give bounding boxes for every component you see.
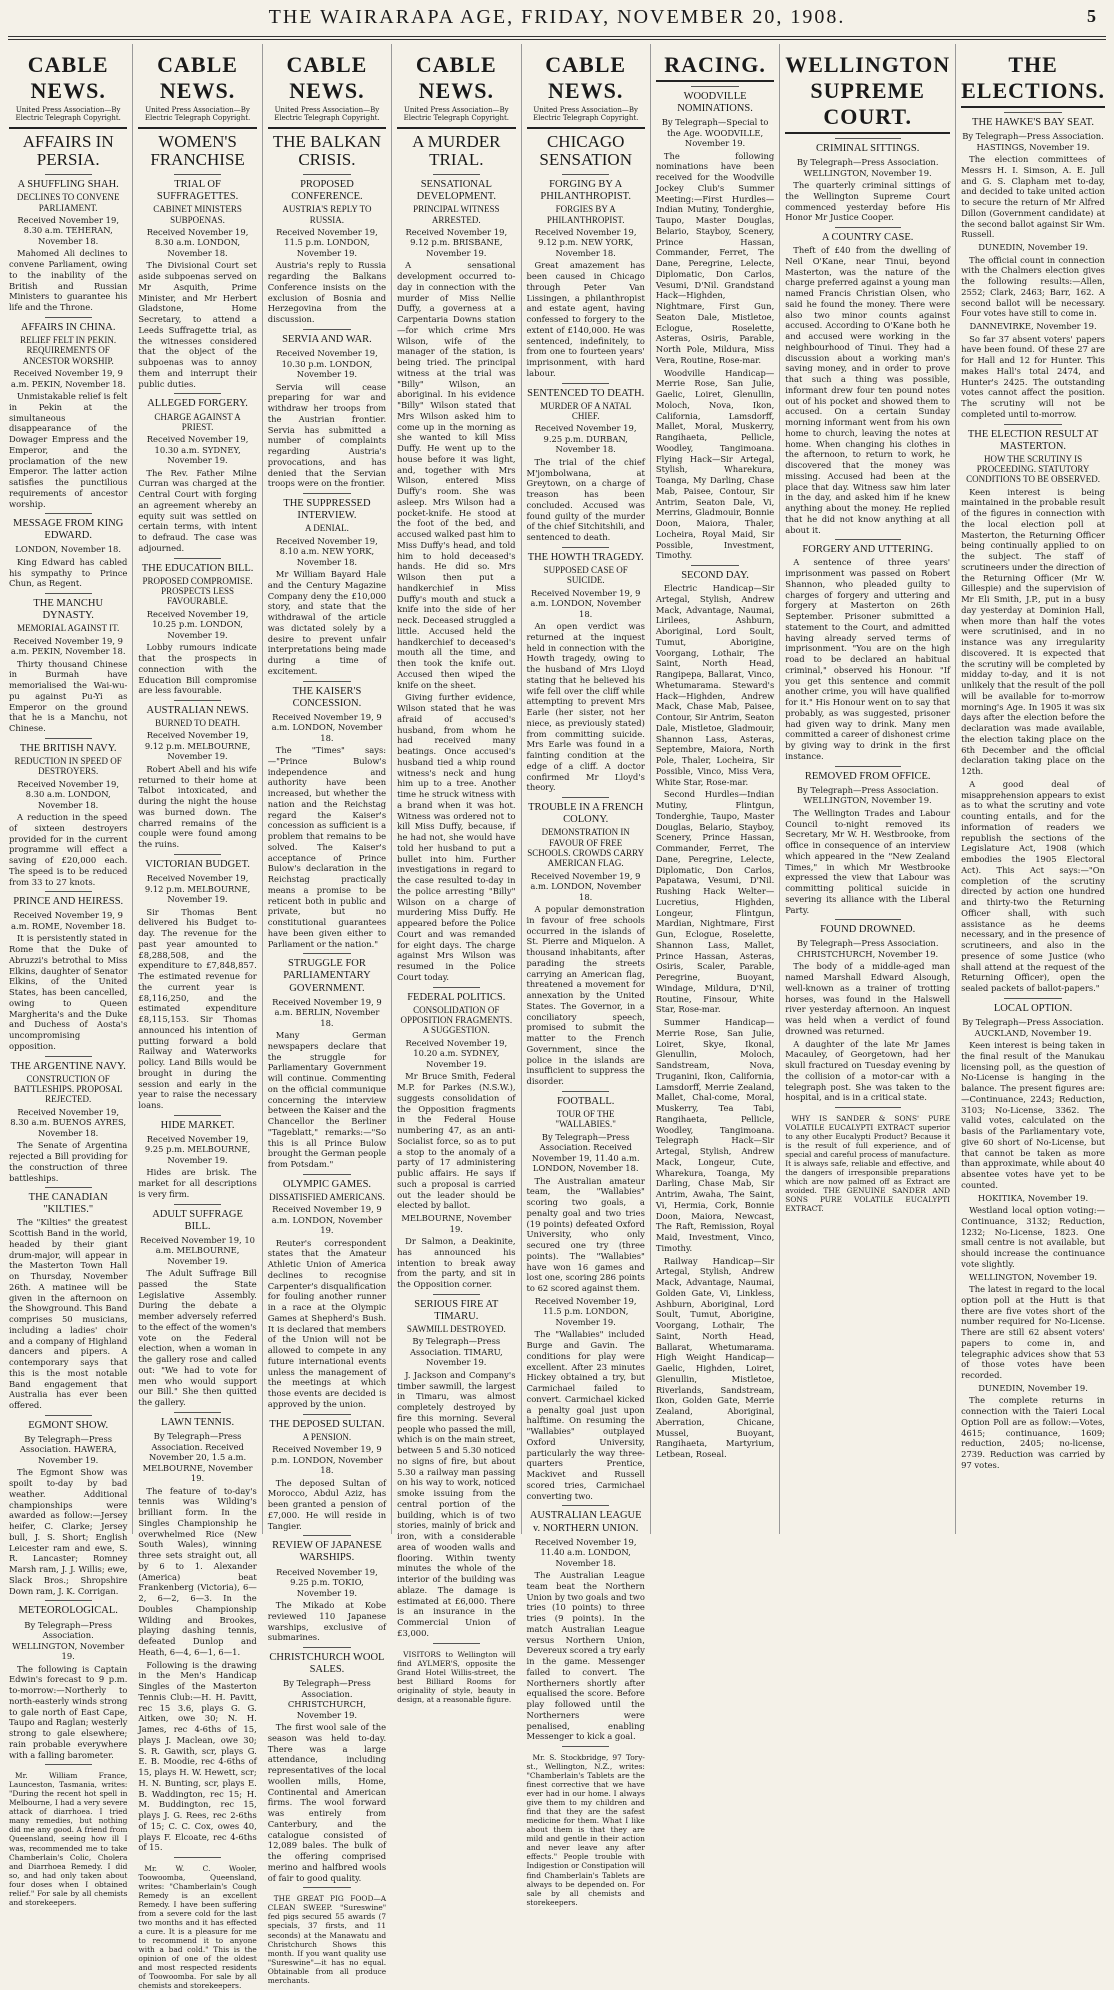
article-body: The Australian amateur team, the "Wallabies" scoring two goals, a penalty goal and two tries (19 points) defeated Oxford University, who only secured one try (three points). The "Wallabies" have won 16 games and lost one, scoring 286 points to 62 scored against them. <box>526 1175 645 1294</box>
news-column-5 <box>522 44 651 1907</box>
article-headline: AFFAIRS IN CHINA. <box>20 321 116 333</box>
article-body: Sir Thomas Bent delivered his Budget to-day. The revenue for the past year amounted to £8,288,508, and the expenditure to £7,848,857. The estimated revenue for the current year is £8,116,250, and the estimated expenditure £8,115,153. Sir Thomas announced his intention of putting forward a bold Railway and Waterworks policy. Land Bills would be brought in during the session and early in the year to raise the necessary loans. <box>138 906 257 1111</box>
article-body: Mahomed Ali declines to convene Parliament, owing to the inability of the British and Russian Ministers to guarantee his life and the Throne. <box>9 248 128 313</box>
article-dateline: Received November 19, 9.25 p.m. DURBAN, November 18. <box>534 423 637 455</box>
article-headline: PROPOSED CONFERENCE. <box>291 179 363 203</box>
article-divider <box>174 174 221 175</box>
article-dateline: Received November 19, 8.30 a.m. LONDON, November 18. <box>146 226 249 258</box>
article-headline: LOCAL OPTION. <box>993 1002 1073 1014</box>
article-divider <box>45 513 92 514</box>
article-divider <box>45 317 92 318</box>
advertisement-text: Mr. S. Stockbridge, 97 Tory-st., Wellington, N.Z., writes: "Chamberlain's Tablets are the finest corrective that we have ever had in our home. I always give them to my children and find that they are the safest medicine for them. What I like about them is that they are mild and gentle in their action and never leave any after effects." People trouble with Indigestion or Constipation will find Chamberlain's Tablets are always to be depended on. For sale by all chemists and storekeepers. <box>526 1753 645 1907</box>
article-headline: THE DEPOSED SULTAN. <box>269 1418 385 1430</box>
article-headline: THE EDUCATION BILL. <box>141 562 254 574</box>
article-headline: THE MANCHU DYNASTY. <box>33 598 104 622</box>
article-headline: REMOVED FROM OFFICE. <box>804 770 931 782</box>
article-body: An open verdict was returned at the inquest held in connection with the Howth tragedy, owing to the husband of Mrs Lloyd stating that he believed his wife fell over the cliff while attempting to prevent Mrs Earle (her sister, not her niece, as previously stated) from committing suicide. Mrs Earle was found in a fainting condition at the edge of a cliff. A doctor confirmed Mr Lloyd's theory. <box>526 621 645 793</box>
masthead <box>0 0 1114 40</box>
article-body: The Adult Suffrage Bill passed the State Legislative Assembly. During the debate a member adversely referred to the effect of the women's vote on the Federal election, when a woman in the gallery rose and called out: "We had to vote for men who would support our Bill." She then quitted the gallery. <box>138 1268 257 1408</box>
article-divider <box>691 86 738 87</box>
article-headline: TROUBLE IN A FRENCH COLONY. <box>528 802 644 826</box>
news-column-3 <box>263 44 392 1985</box>
article-body: Great amazement has been caused in Chicago through Peter Van Lissingen, a philanthropist and estate agent, having confessed to forgery to the extent of £140,000. He was sentenced, indefinitely, to from one to fourteen years' imprisonment, with hard labour. <box>526 260 645 378</box>
section-rule <box>138 127 256 129</box>
section-rule <box>9 127 127 129</box>
article-dateline: Received November 19, 9 a.m. PEKIN, November 18. <box>10 635 126 657</box>
article-divider <box>562 1505 609 1506</box>
article-body: Thirty thousand Chinese in Burmah have memorialised the Wai-wu-pu against Pu-Yi as Emperor on the ground that he is a Manchu, not Chinese. <box>9 658 128 734</box>
article-body: Following is the drawing in the Men's Handicap Singles of the Masterton Tennis Club:—H. H. Pavitt, rec 15 3.6, plays G. G. Aitken, owe 30; N. H. James, rec 4-6ths of 15, plays J. Maclean, owe 30; S. R. Gawith, scr, plays G. E. B. Moodie, rec 4-6ths of 15, plays H. W. Hewett, scr; H. N. Bunting, scr, plays E. B. Waddington, rec 15; H. M. Buddington, rec 15, plays J. G. Rees, rec 2-6ths of 15; C. C. Cox, owes 40, plays F. Elcoate, rec 4-6ths of 15. <box>138 1659 257 1853</box>
article-subheadline: SAWMILL DESTROYED. <box>406 1323 506 1334</box>
article-body: Keen interest is being taken in the final result of the Manukau licensing poll, as the question of No-License is hanging in the balance. The present figures are:—Continuance, 2243; Reduction, 3103; No-License, 3362. The valid votes, calculated on the basis of the Parliamentary vote, give 60 short of No-License, but that cannot be taken as more than approximate, while about 40 absentee votes have yet to be counted. <box>961 1040 1105 1190</box>
article-headline: FOOTBALL. <box>556 1095 615 1107</box>
section-rule <box>527 127 645 129</box>
section-kicker: CABLE NEWS. <box>415 52 497 103</box>
article-headline: FOUND DROWNED. <box>820 924 916 936</box>
article-headline: MESSAGE FROM KING EDWARD. <box>13 518 124 542</box>
article-dateline: By Telegraph—Press Association. AUCKLAND, November 19. <box>962 1017 1104 1038</box>
ad-divider <box>835 1107 901 1108</box>
section-kicker: RACING. <box>664 52 766 77</box>
article-body: Unmistakable relief is felt in Pekin at the simultaneous disappearance of the Dowager Empress and the Emperor, and the proclamation of the new Emperor. The latter action satisfies the punctilious requirements of ancestor worship. <box>9 391 128 509</box>
article-body: The Wellington Trades and Labour Council to-night removed its Secretary, Mr W. H. Westbrooke, from office in consequence of an interview which appeared in the "New Zealand Times," in which Mr Westbrooke expressed the view that Labour was committing political suicide in severing its alliance with the Liberal Party. <box>785 807 951 915</box>
article-body: Giving further evidence, Wilson stated that he was afraid of accused's husband, from whom he had received many beatings. Once accused's husband tied a whip round witness's neck and hung him up to a tree. Another time he struck witness with a brand when it was hot. Witness was ordered not to kill Miss Duffy, because, if he had not, she would have told her husband to put a bullet into him. Further investigations in regard to the case resulted to-day in the police arresting "Billy" Wilson on a charge of murdering Miss Duffy. He appeared before the Police Court and was remanded for eight days. The charge against Mrs Wilson was resumed in the Police Court today. <box>397 692 516 982</box>
article-headline: THE HAWKE'S BAY SEAT. <box>972 117 1095 128</box>
article-subheadline: TOUR OF THE "WALLABIES." <box>555 1109 616 1130</box>
article-subheadline: DECLINES TO CONVENE PARLIAMENT. <box>16 192 120 213</box>
article-dateline: Received November 19, 9.12 p.m. NEW YORK, November 18. <box>534 226 637 258</box>
article-headline: SENSATIONAL DEVELOPMENT. <box>416 179 497 203</box>
article-headline: THE SUPPRESSED INTERVIEW. <box>283 498 371 522</box>
article-body: The Mikado at Kobe reviewed 110 Japanese warships, exclusive of submarines. <box>267 1600 387 1643</box>
news-column-6 <box>651 44 780 1534</box>
section-kicker: CABLE NEWS. <box>157 52 238 103</box>
article-headline: ALLEGED FORGERY. <box>147 398 248 410</box>
article-dateline: By Telegraph—Press Association. HAWERA, November 19. <box>19 1433 117 1465</box>
article-body: The Egmont Show was spoilt to-day by bad weather. Additional championships were awarded as follow:—Jersey heifer, C. Clarke; Jersey bull, J. S. Short; English Leicester ram and ewe, S. R. Lancaster; Romney Marsh ram, J. J. Willis; ewe, Slack Bros.; Shropshire Down ram, J. K. Corrigan. <box>9 1467 128 1596</box>
article-body: Westland local option voting:—Continuance, 3132; Reduction, 1232; No-License, 1823. One small centre is not available, but should increase the continuance vote slightly. <box>961 1205 1105 1269</box>
article-headline: FEDERAL POLITICS. <box>407 991 506 1003</box>
article-body: The following nominations have been received for the Woodville Jockey Club's Summer Meeting:—First Hurdles—Indian Mutiny, Tonderghie, Taupo, Master Douglas, Belario, Stayboy, Scenery, Prince Hassan, Commander, Ferret, The Dane, Peregrine, Lelecte, Diplomatic, Don Carlos, Vesumi, D'Nil. Grandstand Hack—Highden, Nightmare, First Gun, Seaton Dale, Mistletoe, Eclogue, Roselette, Asteras, Osiris, Parable, North Pole, Mildura, Miss Vera, Routine, Rose-mar. <box>655 150 775 365</box>
article-dateline: DANNEVIRKE, November 19. <box>969 321 1097 332</box>
article-headline: REVIEW OF JAPANESE WARSHIPS. <box>272 1540 382 1564</box>
article-dateline: Received November 19, 11.40 a.m. LONDON, November 18. <box>534 1536 637 1568</box>
article-subheadline: PROPOSED COMPROMISE. PROSPECTS LESS FAVOURABLE. <box>142 575 253 607</box>
article-headline: ADULT SUFFRAGE BILL. <box>152 1208 243 1232</box>
article-body: Second Hurdles—Indian Mutiny, Flintgun, Tonderghie, Taupo, Master Douglas, Belario, Stayboy, Scenery, Prince Hassan, Commander, Ferret, The Dane, Peregrine, Lelecte, Diplomatic, Don Carlos, Papatawa, Vesumi, D'Nil. Rushing Hack Welter—Lucretius, Highden, Longeur, Flintgun, Mardian, Nightmare, First Gun, Eclogue, Roselette, Shannon Lass, Mallet, Prince Hassan, Asteras, Osiris, Scaler, Parable, Peregrine, Buoyant, Windage, Mildura, D'Nil, Routine, Finsour, White Star, Rose-mar. <box>655 789 775 1015</box>
article-dateline: Received November 19, 9.12 p.m. MELBOURNE, November 19. <box>144 730 251 762</box>
news-column-7 <box>780 44 956 1534</box>
section-kicker: WELLINGTON SUPREME COURT. <box>785 52 951 129</box>
section-rule <box>268 127 386 129</box>
news-columns <box>4 44 1110 1990</box>
article-dateline: By Telegraph—Press Association. WELLINGTON, November 19. <box>796 784 939 806</box>
article-headline: LAWN TENNIS. <box>161 1416 235 1428</box>
article-dateline: Received November 19, 10.20 a.m. SYDNEY, November 19. <box>405 1037 508 1069</box>
article-divider <box>45 1600 92 1601</box>
article-body: A daughter of the late Mr James Macauley, of Georgetown, had her skull fractured on Tuesday evening by the collision of a motor-car with a telegraph post. She was taken to the hospital, and is in a critical state. <box>785 1038 951 1103</box>
article-headline: CRIMINAL SITTINGS. <box>815 143 920 154</box>
article-dateline: Received November 19, 11.5 p.m. LONDON, November 19. <box>534 1295 637 1327</box>
article-divider <box>1004 424 1062 425</box>
article-divider <box>45 1187 92 1188</box>
article-dateline: Received November 19, 9.25 p.m. TOKIO, November 19. <box>276 1566 378 1598</box>
article-dateline: Received November 19, 9 a.m. LONDON, November 18. <box>271 711 383 743</box>
article-body: Austria's reply to Russia regarding the Balkans Conference insists on the exclusion of Bosnia and Herzegovina from the discussion. <box>267 260 387 325</box>
article-headline: THE ELECTION RESULT AT MASTERTON. <box>967 428 1099 452</box>
article-body: The first wool sale of the season was held to-day. There was a large attendance, including representatives of the local woollen mills, Home, Continental and American firms. The wool forward was entirely from Canterbury, and the catalogue consisted of 12,089 bales. The bulk of the offering comprised merino and halfbred wools of fair to good quality. <box>267 1722 387 1883</box>
article-divider <box>562 1091 609 1092</box>
article-dateline: By Telegraph—Special to the Age. WOODVILLE, November 19. <box>661 117 769 149</box>
page-number: 5 <box>1087 6 1096 26</box>
article-dateline: Received November 19, 10.30 a.m. SYDNEY, November 19. <box>146 434 249 466</box>
article-dateline: Received November 19, 11.5 p.m. LONDON, November 19. <box>276 226 378 258</box>
article-subheadline: AUSTRIA'S REPLY TO RUSSIA. <box>282 204 372 225</box>
section-rule <box>656 80 774 82</box>
article-headline: THE BRITISH NAVY. <box>19 742 117 754</box>
article-headline: THE HOWTH TRAGEDY. <box>527 551 644 563</box>
article-divider <box>45 593 92 594</box>
article-dateline: Received November 19, 8.10 a.m. NEW YORK, November 18. <box>276 535 378 567</box>
main-headline: A MURDER TRIAL. <box>412 131 501 170</box>
news-column-8 <box>956 44 1110 1534</box>
article-body: Reuter's correspondent states that the Amateur Athletic Union of America declines to recognise Carpenter's disqualification for fouling another runner in a race at the Olympic Games at Shepherd's Bush. It is declared that members of the Union will not be allowed to compete in any future international events unless the management of the meetings at which those events are decided is approved by the union. <box>267 1237 387 1409</box>
article-body: The latest in regard to the local option poll at the Hutt is that there are five votes short of the number required for No-License. There are still 62 absent voters' papers to come in, and telegraphic advices show that 53 of those votes have been recorded. <box>961 1284 1105 1381</box>
section-rule <box>397 127 515 129</box>
article-dateline: HOKITIKA, November 19. <box>977 1192 1089 1203</box>
advertisement-text: THE GREAT PIG FOOD—A CLEAN SWEEP. "Sureswine" fed pigs secured 55 awards (7 specials, 37 firsts, and 11 seconds) at the Manawatu and Christchurch Shows this month. If you want quality use "Sureswine"—it has no equal. Obtainable from all produce merchants. <box>267 1894 387 1985</box>
article-subheadline: MURDER OF A NATAL CHIEF. <box>540 400 632 422</box>
article-body: Robert Abell and his wife returned to their home at Talbot intoxicated, and during the night the house was burned down. The charred remains of the couple were found among the ruins. <box>138 763 257 850</box>
ad-divider <box>562 1746 609 1747</box>
article-headline: SENTENCED TO DEATH. <box>527 387 645 399</box>
section-kicker: CABLE NEWS. <box>27 52 109 103</box>
agency-credit: United Press Association—By Electric Telegraph Copyright. <box>532 106 639 123</box>
article-divider <box>45 891 92 892</box>
article-divider <box>835 227 901 228</box>
article-divider <box>303 1414 350 1415</box>
agency-credit: United Press Association—By Electric Telegraph Copyright. <box>144 106 251 123</box>
article-divider <box>835 138 901 139</box>
advertisement-text: WHY IS SANDER & SONS' PURE VOLATILE EUCALYPTI EXTRACT superior to any other Eucalypti Product? Because it is the result of full experience, and of special and careful process of manufacture. It is always safe, reliable and effective, and the dangers of irresponsible preparations which are now palmed off as Extract are avoided. THE GENUINE SANDER AND SONS PURE VOLATILE EUCALYPTI EXTRACT. <box>785 1114 951 1214</box>
article-body: King Edward has cabled his sympathy to Prince Chun, as Regent. <box>9 556 128 589</box>
article-dateline: Received November 19, 9 a.m. LONDON, November 19. <box>271 1204 383 1236</box>
article-divider <box>303 1174 350 1175</box>
advertisement-text: Mr. W. C. Wooler, Toowoomba, Queensland, writes: "Chamberlain's Cough Remedy is an excellent Remedy. I have been suffering from a severe cold for the last two months and it has effected a cure. It is a pleasure for me to recommend it to anyone with a bad cold." This is the opinion of one of the oldest and most respected residents of Toowoomba. For sale by all chemists and storekeepers. <box>138 1864 257 1990</box>
article-body: The "Wallabies" included Burge and Gavin. The conditions for play were excellent. After 23 minutes Hickey obtained a try, but Carmichael failed to convert. Carmichael kicked a penalty goal just upon halftime. On resuming the "Wallabies" outplayed Oxford University, particularly the way three-quarters Prentice, Mackivet and Russell scored tries, Carmichael converting two. <box>526 1329 645 1501</box>
article-dateline: By Telegraph—Press Association. Received November 20, 1.5 a.m. MELBOURNE, November 19. <box>142 1431 253 1484</box>
article-dateline: By Telegraph—Press Association. CHRISTCHURCH, November 19. <box>796 938 939 959</box>
article-body: The election committees of Messrs H. I. Simson, A. E. Jull and G. S. Clapham met to-day, and decided to take united action to secure the return of Mr Alfred Dillon (Government candidate) at the second ballot against Sir Wm. Russell. <box>961 154 1105 240</box>
article-body: A reduction in the speed of sixteen destroyers provided for in the current programme will effect a saving of £20,000 each. The speed is to be reduced from 33 to 27 knots. <box>9 812 128 887</box>
article-divider <box>433 987 480 988</box>
article-dateline: DUNEDIN, November 19. <box>978 1382 1088 1393</box>
section-rule <box>961 106 1105 108</box>
article-body: The complete returns in connection with the Taieri Local Option Poll are as follow:—Votes, 4615; continuance, 1609; reduction, 2405; no-license, 2739. Reduction was carried by 97 votes. <box>961 1395 1105 1470</box>
news-column-4 <box>392 44 521 1704</box>
article-divider <box>303 329 350 330</box>
article-dateline: Received November 19, 8.30 a.m. TEHERAN, November 18. <box>17 214 119 246</box>
masthead-rule-2 <box>8 39 1106 40</box>
article-body: So far 37 absent voters' papers have been found. Of these 27 are for Hall and 12 for Hunter. This makes Hall's total 2474, and Hunter's 2425. The outstanding votes cannot affect the position. The scrutiny will not be completed until to-morrow. <box>961 333 1105 419</box>
article-body: Dr Salmon, a Deakinite, has announced his intention to break away from the party, and sit in the Opposition corner. <box>397 1236 516 1290</box>
article-dateline: Received November 19, 9.12 p.m. MELBOURNE, November 19. <box>144 873 251 905</box>
article-subheadline: RELIEF FELT IN PEKIN. REQUIREMENTS OF ANCESTOR WORSHIP. <box>20 334 117 366</box>
article-headline: A COUNTRY CASE. <box>821 232 914 244</box>
article-headline: STRUGGLE FOR PARLIAMENTARY GOVERNMENT. <box>283 958 371 994</box>
article-divider <box>174 700 221 701</box>
article-divider <box>174 558 221 559</box>
section-kicker: THE ELECTIONS. <box>961 52 1105 103</box>
article-divider <box>835 766 901 767</box>
article-dateline: By Telegraph—Press Association. CHRISTCHURCH, November 19. <box>283 1678 371 1720</box>
article-subheadline: FORGIES BY A PHILANTHROPIST. <box>546 204 625 225</box>
article-body: Mr Bruce Smith, Federal M.P. for Parkes (N.S.W.), suggests consolidation of the Opposition fragments in the Federal House numbering 47, as an anti-Socialist force, so as to put a stop to the anomaly of a party of 17 administering public affairs. He says if such a proposal is carried out the leader should be elected by ballot. <box>397 1071 516 1211</box>
article-divider <box>303 1535 350 1536</box>
article-headline: EGMONT SHOW. <box>28 1419 109 1431</box>
masthead-rule <box>8 36 1106 37</box>
article-headline: SECOND DAY. <box>681 570 749 582</box>
article-divider <box>562 174 609 175</box>
article-dateline: Received November 19, 8.30 a.m. LONDON, November 18. <box>17 778 119 810</box>
article-dateline: By Telegraph—Press Association. TIMARU, November 19. <box>409 1336 503 1368</box>
article-body: The Divisional Court set aside subpoenas served on Mr Asquith, Prime Minister, and Mr Herbert Gladstone, Home Secretary, to attend a Leeds Suffragette trial, as the witnesses considered that the object of the subpoenas was to annoy them and interrupt their public duties. <box>138 260 257 389</box>
news-column-2 <box>133 44 262 1990</box>
article-subheadline: CABINET MINISTERS SUBPOENAS. <box>153 204 242 225</box>
article-dateline: Received November 19, 9 a.m. BERLIN, November 18. <box>272 996 382 1028</box>
article-headline: HIDE MARKET. <box>160 1119 235 1131</box>
article-body: The Rev. Father Milne Curran was charged at the Central Court with forging an agreement whereby an equity suit was settled on certain terms, with intent to defraud. The case was adjourned. <box>138 467 257 553</box>
article-dateline: By Telegraph—Press Association. WELLINGTON, November 19. <box>12 1619 125 1661</box>
article-headline: THE KAISER'S CONCESSION. <box>292 685 362 709</box>
article-body: Hides are brisk. The market for all descriptions is very firm. <box>138 1167 257 1199</box>
article-body: J. Jackson and Company's timber sawmill, the largest in Timaru, was almost completely destroyed by fire this morning. Several people who passed the mill, which is on the main street, between 5 and 5.30 noticed no signs of fire, but about 5.30 a railway man passing on his way to work, noticed smoke issuing from the central portion of the building, which is of two stories, mainly of brick and iron, with a considerable area of wooden walls and flooring. Within twenty minutes the whole of the interior of the building was ablaze. The damage is estimated at £6,000. There is an insurance in the Commercial Union of £3,000. <box>397 1369 516 1638</box>
article-dateline: By Telegraph—Press Association. Received November 19, 11.40 a.m. LONDON, November 18. <box>531 1131 640 1174</box>
article-dateline: Received November 19, 9.25 p.m. MELBOURNE, November 19. <box>144 1133 251 1165</box>
article-subheadline: CHARGE AGAINST A PRIEST. <box>154 411 241 432</box>
article-body: Theft of £40 from the dwelling of Neil O'Kane, near Tinui, beyond Masterton, was the nature of the charge preferred against a young man named Francis Christian Olsen, who said he found the money. There were also two minor counts against accused. According to O'Kane both he and accused were working in the neighbourhood of Tinui. They had a discussion about a working man's saving money, and in order to prove that such a thing was possible, informant drew four ten pound notes out of his pocket and showed them to accused. On a certain Sunday morning informant went from his own home to church, leaving the notes at home. When changing his clothes in the afternoon, to return to work, he discovered that the money was missing. Accused had been at the place that day. Witness saw him later in the day, and asked him if he knew anything about the money. He replied that he did not know anything at all about it. <box>785 245 951 535</box>
article-body: A popular demonstration in favour of free schools occurred in the islands of St. Pierre and Miquelon. A thousand inhabitants, after parading the streets carrying an American flag, threatened a movement for annexation by the United States. The Governor, in a conciliatory speech, promised to submit the matter to the French Government, since the police in the islands are insufficient to suppress the disorder. <box>526 904 645 1087</box>
article-headline: SERIOUS FIRE AT TIMARU. <box>414 1298 499 1322</box>
article-body: Keen interest is being maintained in the probable result of the figures in connection with the local election poll at Masterton, the Returning Officer being continually applied to on the subject. The staff of scrutineers under the direction of the Returning Officer (Mr W. Gillespie) and the supervision of Mr Eli Smith, J.P., put in a busy day yesterday at Dominion Hall, when more than half the votes were scrutinised, and in no instance was any irregularity discovered. It is expected that the scrutiny will be completed by midday to-day, and it is not unlikely that the result of the poll will be available for to-morrow morning's Age. In 1905 it was six days after the election before the declaration was made available, the election taking place on the 6th December and the official declaration taking place on the 12th. <box>961 486 1105 777</box>
article-headline: PRINCE AND HEIRESS. <box>13 896 124 908</box>
article-body: Railway Handicap—Sir Artegal, Stylish, Andrew Mack, Advantage, Naumai, Golden Gate, Vi, Linkless, Ashburn, Aboriginal, Lord Soult, Tumut, Aborigine, Voorgang, Lothair, The Saint, North Head, Ballarat, Whetumarama. High Weight Handicap—Gaelic, Highden, Loiret, Glenullin, Mistletoe, Riverlands, Sandstream, Ikon, Golden Gate, Merrie Zealand, Aboriginal, Aberration, Chicane, Mussel, Buoyant, Rangihaeta, Martyrium, Letbean, Roseal. <box>655 1255 775 1460</box>
article-headline: OLYMPIC GAMES. <box>282 1178 372 1190</box>
agency-credit: United Press Association—By Electric Telegraph Copyright. <box>403 106 510 123</box>
article-subheadline: A PENSION. <box>302 1431 352 1442</box>
article-dateline: WELLINGTON, November 19. <box>969 1271 1098 1282</box>
article-divider <box>433 174 480 175</box>
article-subheadline: HOW THE SCRUTINY IS PROCEEDING. STATUTORY CONDITIONS TO BE OBSERVED. <box>966 453 1101 485</box>
article-dateline: Received November 19, 10.25 p.m. LONDON, November 19. <box>146 608 249 640</box>
news-column-1 <box>4 44 133 1907</box>
article-headline: AUSTRALIAN NEWS. <box>146 705 249 717</box>
article-body: The official count in connection with the Chalmers election gives the following results:—Allen, 2552; Clark, 2463; Barr, 162. A second ballot will be necessary. Four votes have still to come in. <box>961 254 1105 319</box>
advertisement-text: VISITORS to Wellington will find AYLMER'S, opposite the Grand Hotel Willis-street, the best Billiard Rooms for originality of style, beauty in design, at a reasonable figure. <box>397 1649 516 1704</box>
main-headline: WOMEN'S FRANCHISE <box>150 131 245 170</box>
article-dateline: Received November 19, 10 a.m. MELBOURNE, November 19. <box>140 1234 256 1266</box>
article-divider <box>303 953 350 954</box>
article-body: A good deal of misapprehension appears to exist as to what the scrutiny and vote counting entails, and for the information of readers we republish the sections of the Legislature Act, 1908 (which embodies the 1905 Electoral Act). This Act says:—"On completion of the scrutiny directed by action one hundred and thirty-two the Returning Officer shall, with such assistance as he deems necessary, and in the presence of scrutineers, and also in the presence of some Justice (who shall attend at the request of the Returning Officer), open the sealed packets of ballot-papers." <box>961 778 1105 994</box>
article-divider <box>1004 112 1062 113</box>
ad-divider <box>174 1857 221 1858</box>
article-subheadline: CONSOLIDATION OF OPPOSITION FRAGMENTS. A SUGGESTION. <box>400 1004 513 1036</box>
advertisement-text: Mr. William France, Launceston, Tasmania, writes: "During the recent hot spell in Melbourne, I had a very severe attack of diarrhoea. I tried many remedies, but nothing did me any good. A friend from Queensland, seeing how ill I was, recommended me to take Chamberlain's Colic, Cholera and Diarrhoea Remedy. I did so, and had only taken about four doses when I obtained relief." For sale by all chemists and storekeepers. <box>9 1771 128 1907</box>
article-dateline: Received November 19, 9 p.m. LONDON, November 18. <box>271 1444 383 1476</box>
article-subheadline: SUPPOSED CASE OF SUICIDE. <box>543 565 628 586</box>
article-divider <box>45 1056 92 1057</box>
article-body: Many German newspapers declare that the struggle for Parliamentary Government will continue. Commenting on the official communique concerning the interview between the Kaiser and the Chancellor the Berliner "Tageblatt," remarks:—"So this is all Prince Bulow brought the German people from Potsdam." <box>267 1030 387 1170</box>
article-subheadline: CONSTRUCTION OF BATTLESHIPS. PROPOSAL REJECTED. <box>13 1073 123 1105</box>
main-headline: CHICAGO SENSATION <box>539 131 632 170</box>
article-dateline: Received November 19, 9 a.m. LONDON, November 18. <box>530 587 642 619</box>
article-body: The body of a middle-aged man named Marshall Edward Alsough, well-known as a trainer of trotting horses, was found in the Halswell river yesterday afternoon. An inquest was held when a verdict of found drowned was returned. <box>785 961 951 1036</box>
article-dateline: Received November 19, 9 a.m. LONDON, November 18. <box>530 870 642 902</box>
article-body: The feature of to-day's tennis was Wilding's brilliant form. In the Singles Championship he overwhelmed Rice (New South Wales), winning three sets straight out, all by 6 to 1. Alexander (America) beat Frankenberg (Victoria), 6—2, 6—2, 6—3. In the Doubles Championship Wilding and Brookes, playing dashing tennis, defeated Dunlop and Heath, 6—4, 6—1, 6—1. <box>138 1485 257 1657</box>
article-divider <box>1004 998 1062 999</box>
article-headline: SERVIA AND WAR. <box>282 333 372 345</box>
article-body: The Senate of Argentina rejected a Bill providing for the construction of three battleships. <box>9 1140 128 1183</box>
article-dateline: By Telegraph—Press Association. HASTINGS, November 19. <box>962 131 1104 152</box>
article-body: The deposed Sultan of Morocco, Abdul Aziz, has been granted a pension of £7,000. He will reside in Tangier. <box>267 1477 387 1531</box>
article-divider <box>174 1412 221 1413</box>
article-divider <box>45 1415 92 1416</box>
article-body: The quarterly criminal sittings of the Wellington Supreme Court commenced yesterday before His Honor Mr Justice Cooper. <box>785 180 951 223</box>
article-dateline: Received November 19, 10.30 p.m. LONDON, November 19. <box>276 348 378 380</box>
article-headline: THE CANADIAN "KILTIES." <box>28 1192 108 1216</box>
article-divider <box>45 738 92 739</box>
article-headline: THE ARGENTINE NAVY. <box>10 1060 126 1072</box>
article-divider <box>303 1647 350 1648</box>
article-body: A sensational development occurred to-day in connection with the murder of Miss Nellie Duffy, a governess at a Carpentaria Downs station—for which crime Mrs Wilson, wife of the manager of the station, is being tried. The principal witness at the trial was "Billy" Wilson, an aboriginal. In his evidence "Billy" Wilson stated that Mrs Wilson asked him to come up in the morning as she wanted to kill Miss Duffy. He went up to the house before it was light, and, together with Mrs Wilson, entered Miss Duffy's room. She was asleep. Mrs Wilson had a pocket-knife. He stood at the foot of the bed, and accused walked past him to Miss Duffy's head, and told him to hold deceased's hands. He did so. Mrs Wilson then put a handkerchief in Miss Duffy's mouth and stuck a knife into the side of her neck. Deceased struggled a little. Accused held the handkerchief to deceased's mouth all the time, and then took the knife out. Accused then wiped the knife on the sheet. <box>397 260 516 690</box>
main-headline: AFFAIRS IN PERSIA. <box>22 131 114 170</box>
article-divider <box>174 854 221 855</box>
article-dateline: Received November 19, 9.12 p.m. BRISBANE, November 19. <box>405 226 508 258</box>
article-subheadline: DISSATISFIED AMERICANS. <box>269 1191 385 1202</box>
article-dateline: LONDON, November 18. <box>15 544 122 555</box>
article-dateline: Received November 19, 9 a.m. PEKIN, November 18. <box>10 368 126 389</box>
main-headline: THE BALKAN CRISIS. <box>272 131 381 170</box>
article-dateline: MELBOURNE, November 19. <box>401 1213 512 1234</box>
article-subheadline: PRINCIPAL WITNESS ARRESTED. <box>413 204 500 225</box>
article-headline: VICTORIAN BUDGET. <box>145 858 250 870</box>
article-body: Servia will cease preparing for war and withdraw her troops from the Austrian frontier. Servia has submitted a number of complaints regarding Austria's provocations, and has denied that the Servian troops were on the frontier. <box>267 381 387 489</box>
article-subheadline: A DENIAL. <box>304 523 349 534</box>
article-subheadline: REDUCTION IN SPEED OF DESTROYERS. <box>14 755 122 777</box>
agency-credit: United Press Association—By Electric Telegraph Copyright. <box>15 106 121 123</box>
section-rule <box>785 132 950 134</box>
article-headline: FORGERY AND UTTERING. <box>802 544 933 556</box>
article-body: It is persistently stated in Rome that the Duke of Abruzzi's betrothal to Miss Elkins, daughter of Senator Elkins, of the United States, has been cancelled, owing to Queen Margherita's and the Duke and Duchess of Aosta's uncompromising opposition. <box>9 933 128 1051</box>
article-divider <box>835 919 901 920</box>
article-body: The "Kilties" the greatest Scottish Band in the world, headed by their giant drum-major, will appear in the Masterton Town Hall on Thursday, November 26th. A matinee will be given in the afternoon on the Showground. This Band comprises 50 musicians, including a ladies' choir and a company of Highland dancers and pipers. A contemporary says that this is the most notable Band engagement that Australia has ever been offered. <box>9 1217 128 1411</box>
article-divider <box>835 539 901 540</box>
article-body: The trial of the chief M'jombolwana, at Greytown, on a charge of treason has been concluded. Accused was found guilty of the murder of the chief Sitchitshili, and sentenced to death. <box>526 456 645 543</box>
article-divider <box>174 1204 221 1205</box>
article-divider <box>562 797 609 798</box>
article-body: The "Times" says:—"Prince Bulow's independence and authority have been increased, but whether the nation and the Reichstag regard the Kaiser's concession as sufficient is a problem that remains to be solved. The Kaiser's acceptance of Prince Bulow's declaration in the Reichstag practically means a promise to be reticent both in public and private, but no constitutional guarantees have been given either to Parliament or the nation." <box>267 745 387 949</box>
ad-divider <box>303 1887 350 1888</box>
article-divider <box>562 383 609 384</box>
article-body: The Australian League team beat the Northern Union by two goals and two tries (10 points) to three tries (9 points). In the match Australian League versus Northern Union, Devereux scored a try early in the game. Messenger failed to convert. The Northerners shortly after equalised the score. Before play followed until the Northerners were penalised, enabling Messenger to kick a goal. <box>526 1570 645 1742</box>
ad-divider <box>433 1643 480 1644</box>
article-divider <box>433 1294 480 1295</box>
section-kicker: CABLE NEWS. <box>286 52 368 103</box>
section-kicker: CABLE NEWS. <box>545 52 627 103</box>
article-divider <box>303 174 350 175</box>
article-subheadline: DEMONSTRATION IN FAVOUR OF FREE SCHOOLS. CROWDS CARRY AMERICAN FLAG. <box>527 827 645 869</box>
article-headline: METEOROLOGICAL. <box>18 1605 118 1617</box>
article-divider <box>562 547 609 548</box>
article-divider <box>691 565 738 566</box>
article-headline: AUSTRALIAN LEAGUE v. NORTHERN UNION. <box>529 1510 642 1534</box>
article-dateline: DUNEDIN, November 19. <box>978 242 1088 253</box>
article-divider <box>45 174 92 175</box>
ad-divider <box>45 1764 92 1765</box>
article-divider <box>303 681 350 682</box>
newspaper-title: THE WAIRARAPA AGE, FRIDAY, NOVEMBER 20, 1908. <box>268 6 846 28</box>
article-body: Lobby rumours indicate that the prospects in connection with the Education Bill compromise are less favourable. <box>138 642 257 696</box>
article-headline: A SHUFFLING SHAH. <box>17 179 119 191</box>
article-body: The following is Captain Edwin's forecast to 9 p.m. to-morrow:—Northerly to north-easterly winds strong to gale north of East Cape, Taupo and Raglan; westerly strong to gale elsewhere; rain probable everywhere with a falling barometer. <box>9 1663 128 1760</box>
article-body: A sentence of three years' imprisonment was passed on Robert Shannon, who pleaded guilty to charges of forgery and uttering and forgery at Masterton on 26th September. Prisoner submitted a statement to the Court, and admitted having already served terms of imprisonment. "You are on the high road to be declared an habitual criminal," observed his Honour. "If you get this sentence and commit another crime, you will have qualified for it." His Honour went on to say that probably, as was suggested, prisoner had given way to drink. Many men committed a career of dishonest crime by giving way to drink in the first instance. <box>785 557 951 761</box>
article-subheadline: BURNED TO DEATH. <box>155 718 241 729</box>
article-dateline: By Telegraph—Press Association. WELLINGTON, November 19. <box>796 157 939 178</box>
article-body: Summer Handicap—Merrie Rose, San Julie, Loiret, Skye, Ikonal, Glenullin, Moloch, Sandstream, Nova, Truganini, Ikon, California, Lamsdorff, Merrie Zealand, Mallet, Chal-come, Moral, Muskerry, Tea Tabi, Rangihaeta, Pellicle, Woodley, Tangimoana. Telegraph Hack—Sir Artegal, Stylish, Andrew Mack, Longeur, Cute, Wharekura, Toanga, My Darling, Chase Mab, Sir Antrim, Awaha, The Saint, Vi, Hermia, Cork, Bonnie Doon, Maiora, Newcast, The Raft, Remission, Royal Maid, Investment, Vinco, Timothy. <box>655 1017 775 1253</box>
article-body: Electric Handicap—Sir Artegal, Stylish, Andrew Mack, Advantage, Naumai, Lirilees, Ashburn, Aboriginal, Lord Soult, Tumut, Aborigine, Voorgang, Lothair, The Saint, North Head, Rangipepa, Ballarat, Vinco, Whetumarama. Steward's Hack—Highden, Andrew Mack, Chase Mab, Paisee, Contour, Sir Antrim, Seaton Dale, Mistletoe, Gladmouir, Shannon Lass, Asteras, Septembre, Maiora, North Pole, Thaler, Locheira, Sir Possible, Vinco, Miss Vera, White Star, Rose-mar. <box>655 583 775 787</box>
article-headline: WOODVILLE NOMINATIONS. <box>677 91 753 115</box>
article-headline: FORGING BY A PHILANTHROPIST. <box>540 179 631 203</box>
article-dateline: Received November 19, 9 a.m. ROME, November 18. <box>10 910 126 931</box>
agency-credit: United Press Association—By Electric Telegraph Copyright. <box>274 106 380 123</box>
article-divider <box>174 393 221 394</box>
article-headline: CHRISTCHURCH WOOL SALES. <box>269 1652 385 1676</box>
article-body: Woodville Handicap—Merrie Rose, San Julie, Gaelic, Loiret, Glenullin, Moloch, Nova, Ikon, California, Lamsdorff, Mallet, Moral, Muskerry, Rangihaeta, Pellicle, Woodley, Tangimoana. Flying Hack—Sir Artegal, Stylish, Wharekura, Toanga, My Darling, Chase Mab, Paisee, Contour, Sir Antrim, Seaton Dale, Vi, Merrins, Gladmouir, Bonnie Doon, Maiora, Thaler, Locheira, Royal Maid, Sir Possible, Investment, Timothy. <box>655 367 775 561</box>
article-body: Mr William Bayard Hale and the Century Magazine Company deny the £10,000 story, and state that the withdrawal of the article was dictated solely by a desire to prevent unfair interpretations being made during a time of excitement. <box>267 569 387 676</box>
article-dateline: Received November 19, 8.30 a.m. BUENOS AYRES, November 18. <box>10 1106 127 1138</box>
article-subheadline: MEMORIAL AGAINST IT. <box>17 623 120 634</box>
article-divider <box>174 1115 221 1116</box>
article-divider <box>303 493 350 494</box>
article-headline: TRIAL OF SUFFRAGETTES. <box>156 179 239 203</box>
